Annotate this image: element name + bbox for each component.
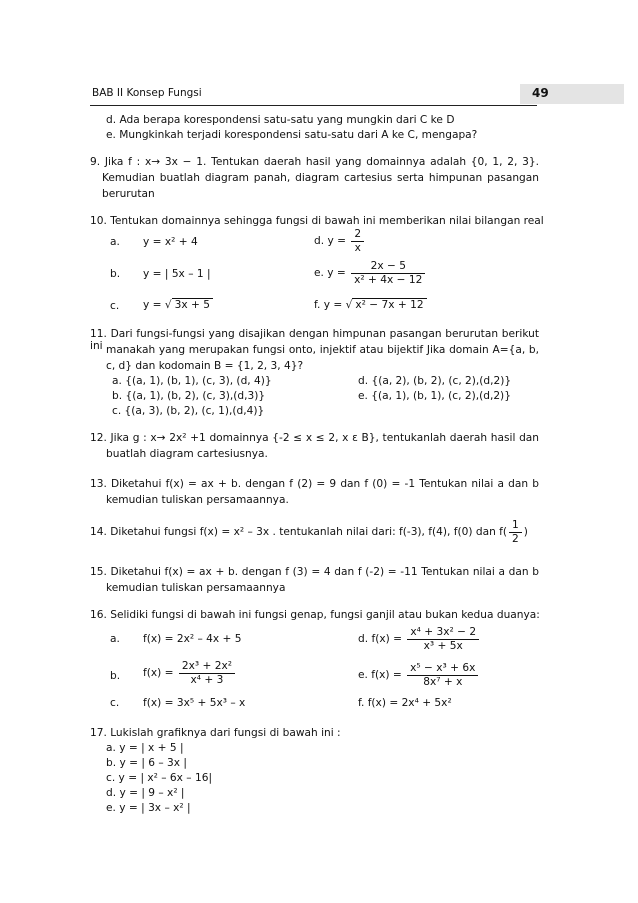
q16-e — [358, 662, 480, 688]
radical-icon: √ — [345, 299, 353, 311]
q11-line1: 11. Dari fungsi-fungsi yang disajikan dengan himpunan pasangan berurutan berikut ini — [90, 328, 539, 352]
q13-line1: 13. Diketahui f(x) = ax + b. dengan f (2) = 9 dan f (0) = -1 Tentukan nilai a dan b — [90, 478, 539, 490]
q16-e-den: 8x⁷ + x — [423, 675, 463, 688]
q11-a: a. {(a, 1), (b, 1), (c, 3), (d, 4)} — [112, 375, 272, 387]
header-rule — [90, 105, 537, 106]
q11-d: d. {(a, 2), (b, 2), (c, 2),(d,2)} — [358, 375, 512, 387]
q8-item-e: e. Mungkinkah terjadi korespondensi satu-satu dari A ke C, mengapa? — [106, 129, 478, 141]
q16-d — [358, 626, 481, 652]
q10-e — [314, 260, 427, 286]
q17-item-a: a. y = | x + 5 | — [106, 742, 184, 754]
q11-c: c. {(a, 3), (b, 2), (c, 1),(d,4)} — [112, 405, 265, 417]
q16-c-expr: f(x) = 3x⁵ + 5x³ – x — [143, 697, 246, 709]
q17-item-c: c. y = | x² – 6x – 16| — [106, 772, 213, 784]
q10-d-label: d. y = — [314, 235, 346, 248]
q9-line3: berurutan — [102, 188, 155, 200]
q9-line1: 9. Jika f : x→ 3x − 1. Tentukan daerah hasil yang domainnya adalah {0, 1, 2, 3}. — [90, 156, 539, 168]
q16-c-label: c. — [110, 697, 120, 709]
q10-b-label: b. — [110, 268, 121, 280]
page-number: 49 — [532, 86, 549, 100]
q15-line1: 15. Diketahui f(x) = ax + b. dengan f (3) = 4 dan f (-2) = -11 Tentukan nilai a dan b — [90, 566, 539, 578]
q16-a-expr: f(x) = 2x² – 4x + 5 — [143, 633, 242, 645]
q10-c-pre: y = — [143, 299, 162, 311]
q17-title: 17. Lukislah grafiknya dari fungsi di bawah ini : — [90, 727, 341, 739]
q10-f — [314, 298, 427, 312]
q16-d-den: x³ + 5x — [423, 639, 463, 652]
q14-den: 2 — [512, 532, 519, 545]
q11-line2: manakah yang merupakan fungsi onto, injektif atau bijektif Jika domain A={a, b, — [106, 344, 539, 356]
q10-b-expr: y = | 5x – 1 | — [143, 268, 211, 280]
running-header: BAB II Konsep Fungsi — [92, 87, 202, 99]
q17-item-d: d. y = | 9 – x² | — [106, 787, 185, 799]
q14 — [90, 519, 528, 545]
q11-e: e. {(a, 1), (b, 1), (c, 2),(d,2)} — [358, 390, 511, 402]
q10-c-label: c. — [110, 300, 120, 312]
q17-item-b: b. y = | 6 – 3x | — [106, 757, 187, 769]
q16-e-fraction — [407, 662, 478, 688]
q16-e-label: e. f(x) = — [358, 669, 402, 682]
q16-d-fraction — [407, 626, 479, 652]
q10-d — [314, 228, 366, 254]
q16-b-pre: f(x) = — [143, 667, 174, 680]
q12-line1: 12. Jika g : x→ 2x² +1 domainnya {-2 ≤ x ≤ 2, x ε B}, tentukanlah daerah hasil dan — [90, 432, 539, 444]
q10-e-den: x² + 4x − 12 — [354, 273, 423, 286]
q10-e-fraction — [351, 260, 425, 286]
q14-num: 1 — [509, 519, 522, 533]
q15-line2: kemudian tuliskan persamaannya — [106, 582, 286, 594]
q16-d-label: d. f(x) = — [358, 633, 402, 646]
q10-e-num: 2x − 5 — [351, 260, 425, 274]
q10-f-radicand: x² − 7x + 12 — [352, 298, 426, 312]
q16-b-fraction — [179, 660, 235, 686]
q16-f: f. f(x) = 2x⁴ + 5x² — [358, 697, 452, 709]
q16-b-den: x⁴ + 3 — [190, 673, 224, 686]
q16-a-label: a. — [110, 633, 120, 645]
q10-d-den: x — [354, 241, 361, 254]
q10-f-label: f. y = — [314, 299, 343, 311]
q12-line2: buatlah diagram cartesiusnya. — [106, 448, 268, 460]
q11-line3: c, d} dan kodomain B = {1, 2, 3, 4}? — [106, 360, 304, 372]
q10-title: 10. Tentukan domainnya sehingga fungsi di bawah ini memberikan nilai bilangan real — [90, 215, 544, 227]
q8-item-d: d. Ada berapa korespondensi satu-satu yang mungkin dari C ke D — [106, 114, 455, 126]
q10-a-label: a. — [110, 236, 120, 248]
q10-c-radicand: 3x + 5 — [172, 298, 213, 312]
q16-b — [143, 660, 237, 686]
q11-b: b. {(a, 1), (b, 2), (c, 3),(d,3)} — [112, 390, 266, 402]
q10-e-label: e. y = — [314, 267, 346, 280]
q16-title: 16. Selidiki fungsi di bawah ini fungsi genap, fungsi ganjil atau bukan kedua duanya: — [90, 609, 540, 621]
q16-e-num: x⁵ − x³ + 6x — [407, 662, 478, 676]
q16-b-label: b. — [110, 670, 121, 682]
q10-d-fraction — [351, 228, 364, 254]
q14-close: ) — [523, 526, 528, 539]
q13-line2: kemudian tuliskan persamaannya. — [106, 494, 289, 506]
q9-line2: Kemudian buatlah diagram panah, diagram cartesius serta himpunan pasangan — [102, 172, 539, 184]
q16-d-num: x⁴ + 3x² − 2 — [407, 626, 479, 640]
q10-a-expr: y = x² + 4 — [143, 236, 198, 248]
q16-b-num: 2x³ + 2x² — [179, 660, 235, 674]
radical-icon: √ — [164, 299, 172, 311]
q10-c-expr — [143, 298, 213, 312]
q17-item-e: e. y = | 3x – x² | — [106, 802, 191, 814]
q14-fraction — [509, 519, 522, 545]
q10-d-num: 2 — [351, 228, 364, 242]
q14-text: 14. Diketahui fungsi f(x) = x² – 3x . tentukanlah nilai dari: f(-3), f(4), f(0) dan f( — [90, 526, 508, 539]
